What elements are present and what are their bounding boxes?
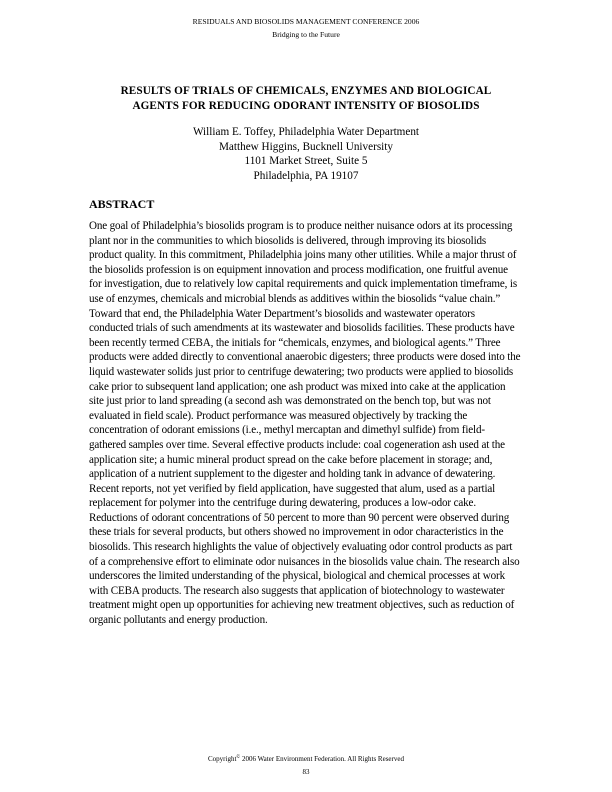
abstract-body: One goal of Philadelphia’s biosolids program is to produce neither nuisance odors at its processing plant nor in the communities to which biosolids is delivered, through improving its biosolids product quality. In this commitment, Philadelphia joins many other utilities. While a major thrust of the biosolids profession is on equipment innovation and process modification, one fruitful avenue for investigation, due to relatively low capital requirements and quick implementation timeframe, is use of enzymes, chemicals and microbial blends as additives within the biosolids “value chain.” Toward that end, the Philadelphia Water Department’s biosolids and wastewater operators conducted trials of such amendments at its wastewater and biosolids facilities. These products have been recently termed CEBA, the initials for “chemicals, enzymes, and biological agents.” Three products were added directly to conventional anaerobic digesters; three products were dosed into the liquid wastewater solids just prior to centrifuge dewatering; two products were applied to biosolids cake prior to subsequent land application; one ash product was mixed into cake at the application site just prior to land spreading (a second ash was demonstrated on the bench top, but was not evaluated in field scale). Product performance was measured objectively by tracking the concentration of odorant emissions (i.e., methyl mercaptan and dimethyl sulfide) from field-gathered samples over time. Several effective products include: coal cogeneration ash used at the application site; a humic mineral product spread on the cake before placement in storage; and, application of a nutrient supplement to the digester and holding tank in advance of dewatering. Recent reports, not yet verified by field application, have suggested that alum, used as a partial replacement for polymer into the centrifuge during dewatering, produces a low-odor cake. Reductions of odorant concentrations of 50 percent to more than 90 percent were observed during these trials for several products, but others showed no improvement in odor characteristics in the biosolids. This research highlights the value of objectively evaluating odor control products as part of a comprehensive effort to eliminate odor nuisances in the biosolids value chain. The research also underscores the limited understanding of the physical, biological and chemical processes at work with CEBA products. The research also suggests that application of biotechnology to wastewater treatment might open up opportunities for achieving new treatment objectives, such as reduction of organic pollutants and energy production. <box>89 220 521 627</box>
copyright-notice <box>0 751 612 766</box>
copyright-text: 2006 Water Environment Federation. All Rights Reserved <box>240 755 404 763</box>
title-line-1: RESULTS OF TRIALS OF CHEMICALS, ENZYMES AND BIOLOGICAL <box>120 85 492 97</box>
author-2: Matthew Higgins, Bucknell University <box>218 140 393 153</box>
paper-title <box>70 84 542 113</box>
running-header <box>0 15 612 41</box>
author-block <box>0 125 612 183</box>
copyright-symbol: © <box>236 755 241 760</box>
author-1: William E. Toffey, Philadelphia Water Department <box>192 126 420 138</box>
abstract-heading: ABSTRACT <box>89 197 155 211</box>
copyright-prefix: Copyright <box>208 755 237 763</box>
page-number: 83 <box>302 768 310 776</box>
address-street: 1101 Market Street, Suite 5 <box>244 155 368 168</box>
address-city: Philadelphia, PA 19107 <box>253 169 359 182</box>
conference-name: RESIDUALS AND BIOSOLIDS MANAGEMENT CONFERENCE 2006 <box>192 17 420 26</box>
title-line-2: AGENTS FOR REDUCING ODORANT INTENSITY OF BIOSOLIDS <box>132 99 480 112</box>
conference-tagline: Bridging to the Future <box>272 30 340 39</box>
page-footer <box>0 751 612 779</box>
